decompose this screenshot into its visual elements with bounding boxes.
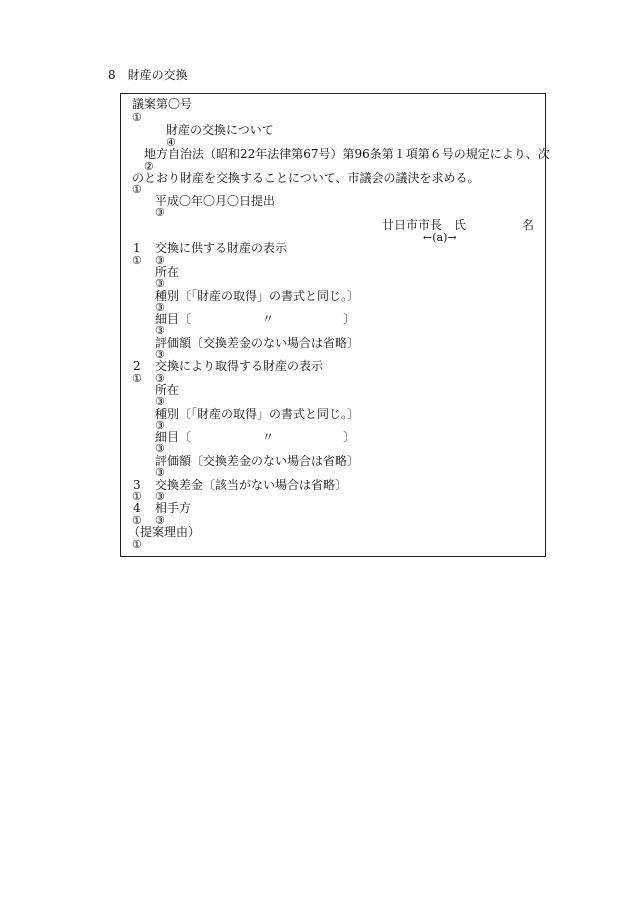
proposal-reason: （提案理由） <box>128 525 201 539</box>
bracket-close: 〕 <box>343 430 356 444</box>
submission-date: 平成〇年〇月〇日提出 <box>155 194 276 208</box>
section-heading: 8 財産の交換 <box>108 68 188 82</box>
indent-mark: ② <box>144 160 154 173</box>
item-heading: 交換差金〔該当がない場合は省略〕 <box>155 478 348 492</box>
field-label: 所在 <box>155 265 180 279</box>
ditto-mark: 〃 <box>262 430 275 444</box>
signature-gap-note: ←(a)→ <box>423 231 457 244</box>
indent-mark: ① <box>132 111 142 124</box>
indent-mark: ③ <box>155 372 165 385</box>
indent-mark: ③ <box>155 324 165 337</box>
indent-mark: ③ <box>155 490 165 503</box>
field-label: 所在 <box>155 383 180 397</box>
indent-mark: ③ <box>155 206 165 219</box>
bracket-close: 〕 <box>343 312 356 326</box>
indent-mark: ① <box>132 372 142 385</box>
field-label: 評価額〔交換差金のない場合は省略〕 <box>155 454 360 468</box>
indent-mark: ③ <box>155 395 165 408</box>
indent-mark: ③ <box>155 301 165 314</box>
field-label: 細目〔 <box>155 430 192 444</box>
ditto-mark: 〃 <box>262 312 275 326</box>
indent-mark: ① <box>132 514 142 527</box>
indent-mark: ③ <box>155 514 165 527</box>
item-number: 4 <box>133 501 141 515</box>
item-heading: 相手方 <box>155 501 192 515</box>
indent-mark: ③ <box>155 442 165 455</box>
form-title: 財産の交換について <box>166 123 274 137</box>
item-heading: 交換により取得する財産の表示 <box>155 359 324 373</box>
body-line-2: のとおり財産を交換することについて、市議会の議決を求める。 <box>132 171 480 185</box>
indent-mark: ③ <box>155 419 165 432</box>
signature-name: 名 <box>522 218 535 232</box>
item-number: 2 <box>133 359 141 373</box>
indent-mark: ③ <box>155 254 165 267</box>
indent-mark: ① <box>132 254 142 267</box>
indent-mark: ① <box>132 538 142 551</box>
field-label: 種別〔「財産の取得」の書式と同じ。〕 <box>155 289 360 303</box>
body-line-1: 地方自治法（昭和22年法律第67号）第96条第１項第６号の規定により、次 <box>144 147 550 161</box>
indent-mark: ③ <box>155 277 165 290</box>
item-number: 1 <box>133 241 141 255</box>
bill-number: 議案第〇号 <box>132 97 193 111</box>
signature-title: 廿日市市長 氏 <box>382 218 467 232</box>
item-heading: 交換に供する財産の表示 <box>155 241 288 255</box>
indent-mark: ③ <box>155 348 165 361</box>
indent-mark: ① <box>132 490 142 503</box>
indent-mark: ④ <box>166 136 176 149</box>
item-number: 3 <box>133 478 141 492</box>
indent-mark: ③ <box>155 466 165 479</box>
field-label: 細目〔 <box>155 312 192 326</box>
field-label: 評価額〔交換差金のない場合は省略〕 <box>155 336 360 350</box>
indent-mark: ① <box>132 183 142 196</box>
field-label: 種別〔「財産の取得」の書式と同じ。〕 <box>155 407 360 421</box>
